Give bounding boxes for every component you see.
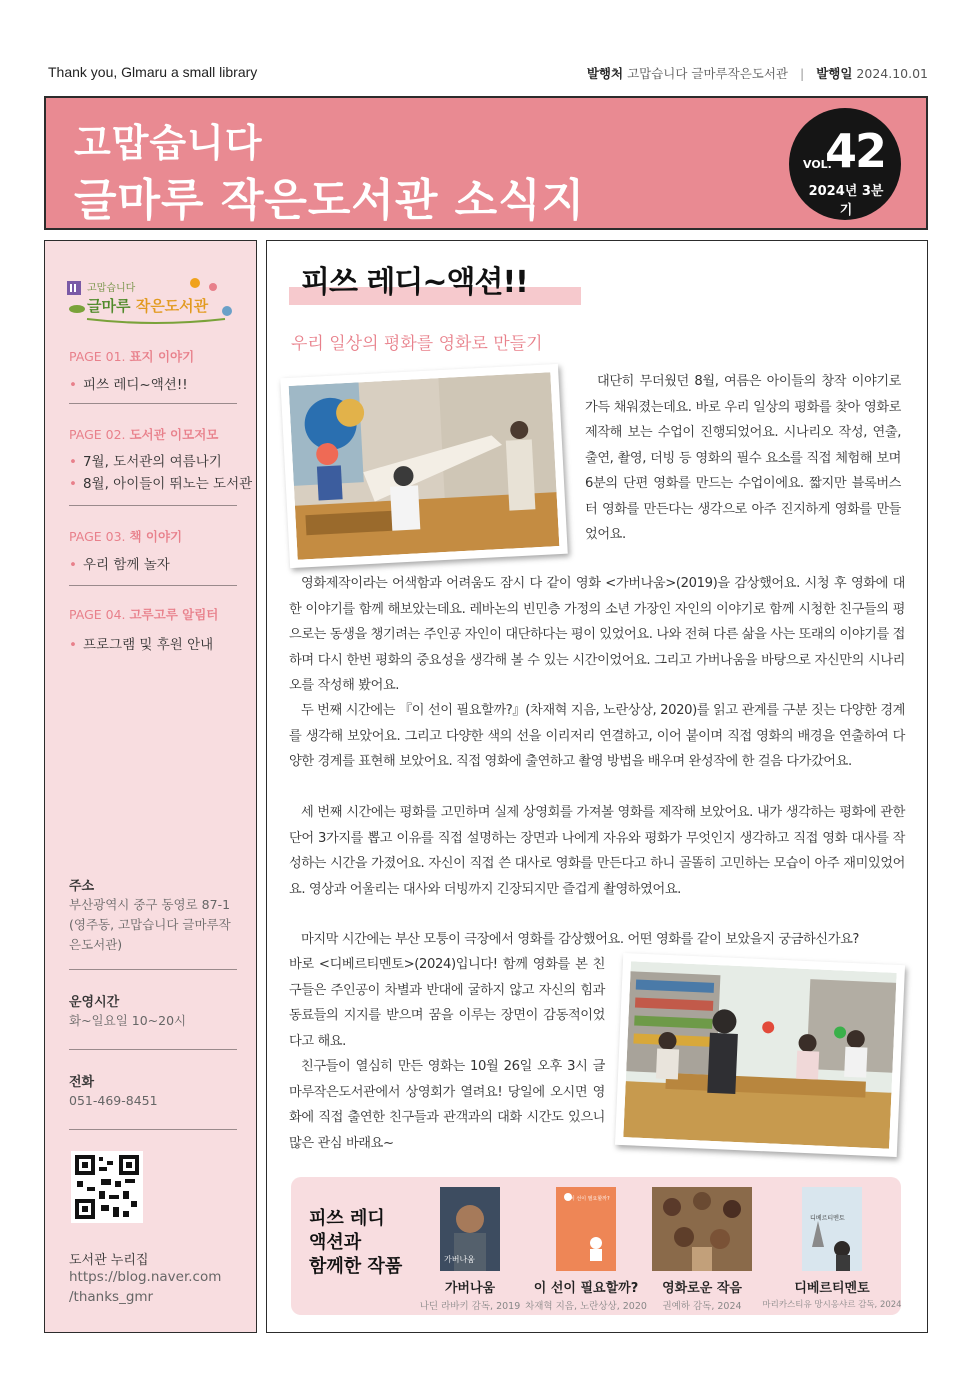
toc-page-01[interactable]: PAGE 01. 표지 이야기 [69,349,195,364]
phone-label: 전화 [69,1075,95,1090]
divider [69,1129,237,1130]
tagline: Thank you, Glmaru a small library [48,64,258,80]
photo-library-group [615,953,905,1157]
masthead-line1: 고맙습니다 [74,121,263,165]
publisher-label: 발행처 [586,66,624,81]
featured-works-box [291,1177,901,1315]
phone-value: 051-469-8451 [69,1093,158,1108]
book-cover: 이 선이 필요할까? [556,1187,616,1271]
article-subhead: 우리 일상의 평화를 영화로 만들기 [291,334,543,354]
film-name: 이 선이 필요할까? [533,1281,639,1296]
poster-children-icon [652,1187,752,1271]
body-paragraph-2: 영화제작이라는 어색함과 어려움도 잠시 다 같이 영화 <가버나움>(2019)을 감상했어요. 시청 후 영화에 대한 이야기를 함께 해보았는데요. 레바논의 빈민층 가정의 소년 가장인 자인의 이야기로 함께 시청한 친구들의 평으로는 동생을 챙기려는 주인공 자인이 대단하다는 평이 있었어요. 나와 전혀 다른 삶을 사는 또래의 이야기를 접하며 다시 한번 평화의 중요성을 생각해 볼 수 있는 시간이었어요. 그리고 가버나움을 바탕으로 자신만의 시나리오를 작성해 봤어요. [289,576,905,693]
poster-divertimento-icon [802,1187,862,1271]
film-meta: 마리카스티유 망시옹샤르 감독, 2024 [762,1300,902,1310]
blog-label: 도서관 누리집 [69,1253,149,1268]
film-cover [652,1187,752,1271]
photo-stairs-image [289,372,560,559]
film-card[interactable] [757,1187,907,1310]
film-meta: 차재혁 지음, 노란상상, 2020 [525,1301,647,1312]
vol-number: 42 [825,124,886,178]
address-label: 주소 [69,879,95,894]
photo-filming-stairs [280,364,568,568]
blog-link[interactable]: https://blog.naver.com /thanks_gmr [69,1269,222,1305]
film-meta: 나딘 라바키 감독, 2019 [419,1301,521,1312]
divider [69,969,237,970]
toc-item[interactable]: • 우리 함께 놀자 [69,553,170,573]
film-cover: 디베르티멘토 [802,1187,862,1271]
hours-value: 화~일요일 10~20시 [69,1013,187,1028]
body-paragraph-5: 마지막 시간에는 부산 모퉁이 극장에서 영화를 감상했어요. 어떤 영화를 같이 보았을지 궁금하신가요? [301,932,860,947]
volume-badge [789,108,901,220]
body-paragraph-6: 친구들이 열심히 만든 영화는 10월 26일 오후 3시 글마루작은도서관에서 상영회가 열려요! 당일에 오시면 영화에 직접 출연한 친구들과 관객과의 대화 시간도 있으니 많은 관심 바래요~ [289,1059,605,1151]
date-label: 발행일 [816,66,853,81]
film-name: 영화로운 작음 [662,1281,742,1296]
date-value: 2024.10.01 [856,66,928,81]
article-headline: 피쓰 레디~액션!! [301,265,528,300]
film-cover: 가버나움 [440,1187,500,1271]
logo-small-text: 고맙습니다 [87,283,136,294]
toc-page-02[interactable]: PAGE 02. 도서관 이모저모 [69,427,219,442]
sidebar [44,240,257,1333]
body-paragraph-5b: 바로 <디베르티멘토>(2024)입니다! 함께 영화를 본 친구들은 주인공이 차별과 반대에 굴하지 않고 자신의 힘과 동료들의 지지를 받으며 꿈을 이루는 장면이 감동적이었다고 해요. [289,957,605,1049]
photo-library-image [623,961,896,1148]
separator: | [800,66,805,81]
headline [289,257,540,307]
publication-info [587,64,928,82]
body-paragraph-4: 세 번째 시간에는 평화를 고민하며 실제 상영회를 가져볼 영화를 제작해 보았어요. 내가 생각하는 평화에 관한 단어 3가지를 뽑고 이유를 직접 설명하는 장면과 나에게 자유와 평화가 무엇인지 생각하고 직접 영화 대사를 작성하는 시간을 가졌어요. 자신이 직접 쓴 대사로 영화를 만든다고 하니 골똘히 고민하는 모습이 아주 재미있었어요. 영상과 어울리는 대사와 더빙까지 긴장되지만 즐겁게 촬영하였어요. [289,805,905,897]
divider [69,505,237,506]
toc-item[interactable]: • 7월, 도서관의 여름나기 [69,450,222,470]
logo-big-b: 작은도서관 [135,297,209,315]
body-paragraph-3: 두 번째 시간에는 『이 선이 필요할까?』(차재혁 지음, 노란상상, 2020)를 읽고 관계를 구분 짓는 다양한 경계를 생각해 보았어요. 그리고 다양한 색의 선을 이리저리 연결하고, 이어 붙이며 직접 영화의 배경을 연출하여 다양한 경계를 표현해 보았어요. 직접 영화에 출연하고 촬영 방법을 배우며 완성작에 한 걸음 다가갔어요. [289,703,905,769]
publisher-value: 고맙습니다 글마루작은도서관 [627,66,789,81]
hours-label: 운영시간 [69,995,120,1010]
film-meta: 권예하 감독, 2024 [662,1301,742,1312]
address-value: 부산광역시 중구 동영로 87-1 (영주동, 고맙습니다 글마루작은도서관) [69,897,231,952]
film-card[interactable] [627,1187,777,1312]
masthead-title: 글마루 작은도서관 소식지 [74,175,586,226]
toc-item[interactable]: • 8월, 아이들이 뛰노는 도서관 [69,472,252,492]
toc-item[interactable]: • 프로그램 및 후원 안내 [69,633,213,653]
divider [69,1049,237,1050]
logo-big-a: 글마루 [87,297,136,315]
featured-works-title: 피쓰 레디 액션과 함께한 작품 [309,1208,403,1277]
masthead [44,96,928,230]
top-info-bar [48,64,928,84]
toc-item[interactable]: • 피쓰 레디~액션!! [69,373,188,393]
intro-paragraph: 대단히 무더웠던 8월, 여름은 아이들의 창작 이야기로 가득 채워졌는데요. 바로 우리 일상의 평화를 찾아 영화로 제작해 보는 수업이 진행되었어요. 시나리오 작성, 연출, 출연, 촬영, 더빙 등 영화의 필수 요소를 직접 체험해 보며 6분의 단편 영화를 만드는 수업이에요. 짧지만 블록버스터 영화를 만든다는 생각으로 아주 진지하게 영화를 만들었어요. [585,374,901,542]
divider [69,403,237,404]
film-name: 디베르티멘토 [794,1281,870,1296]
library-logo [65,275,235,325]
divider [69,585,237,586]
main-article [266,240,928,1333]
toc-page-04[interactable]: PAGE 04. 고루고루 알림터 [69,607,219,622]
quarter-label: 2024년 3분기 [808,184,884,218]
vol-label: VOL. [803,158,832,171]
toc-page-03[interactable]: PAGE 03. 책 이야기 [69,529,183,544]
logo-big-text [87,295,208,316]
film-name: 가버나움 [444,1281,496,1296]
qr-code-icon[interactable] [71,1151,143,1223]
